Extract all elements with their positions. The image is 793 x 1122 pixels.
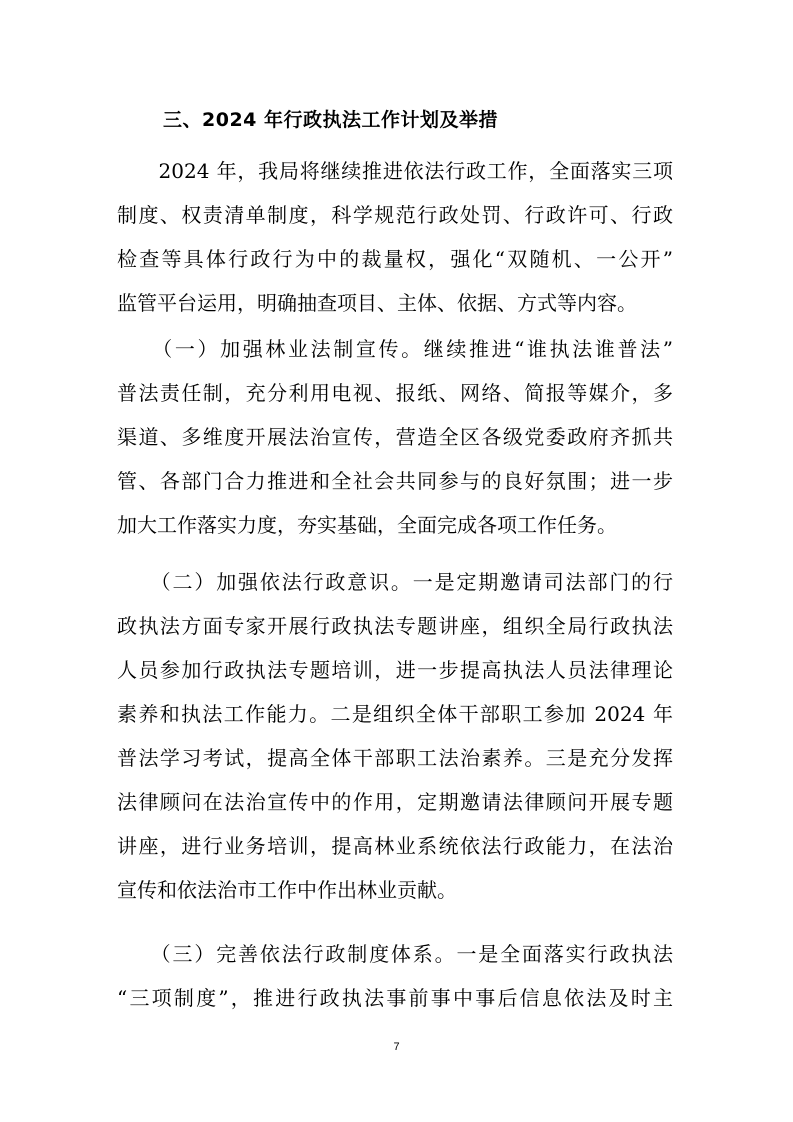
text-line: （一）加强林业法制宣传。继续推进“谁执法谁普法” — [117, 337, 673, 361]
text-line: 法律顾问在法治宣传中的作用，定期邀请法律顾问开展专题 — [117, 790, 673, 814]
text-line: 普法责任制，充分利用电视、报纸、网络、简报等媒介，多 — [117, 381, 673, 405]
text-line: 渠道、多维度开展法治宣传，营造全区各级党委政府齐抓共 — [117, 425, 673, 449]
text-line: 人员参加行政执法专题培训，进一步提高执法人员法律理论 — [117, 658, 673, 682]
text-line: （二）加强依法行政意识。一是定期邀请司法部门的行 — [117, 570, 673, 594]
text-line: 政执法方面专家开展行政执法专题讲座，组织全局行政执法 — [117, 614, 673, 638]
text-line: 加大工作落实力度，夯实基础，全面完成各项工作任务。 — [117, 513, 617, 537]
text-line: 制度、权责清单制度，科学规范行政处罚、行政许可、行政 — [117, 203, 673, 227]
text-line: 2024 年，我局将继续推进依法行政工作，全面落实三项 — [117, 159, 673, 183]
paragraph-section-2 — [117, 560, 673, 912]
paragraph-section-3 — [117, 932, 673, 1020]
section-heading: 三、2024 年行政执法工作计划及举措 — [163, 109, 498, 131]
paragraph-intro — [117, 149, 673, 325]
text-line: 检查等具体行政行为中的裁量权，强化“双随机、一公开” — [117, 247, 673, 271]
text-line: 讲座，进行业务培训，提高林业系统依法行政能力，在法治 — [117, 834, 673, 858]
text-line: 素养和执法工作能力。二是组织全体干部职工参加 2024 年 — [117, 702, 673, 726]
text-line: （三）完善依法行政制度体系。一是全面落实行政执法 — [117, 942, 673, 966]
text-line: “三项制度”，推进行政执法事前事中事后信息依法及时主 — [117, 986, 673, 1010]
text-line: 普法学习考试，提高全体干部职工法治素养。三是充分发挥 — [117, 746, 673, 770]
page-number: 7 — [393, 1041, 400, 1053]
text-line: 监管平台运用，明确抽查项目、主体、依据、方式等内容。 — [117, 291, 637, 315]
paragraph-section-1 — [117, 327, 673, 547]
text-line: 管、各部门合力推进和全社会共同参与的良好氛围；进一步 — [117, 469, 673, 493]
text-line: 宣传和依法治市工作中作出林业贡献。 — [117, 878, 457, 902]
